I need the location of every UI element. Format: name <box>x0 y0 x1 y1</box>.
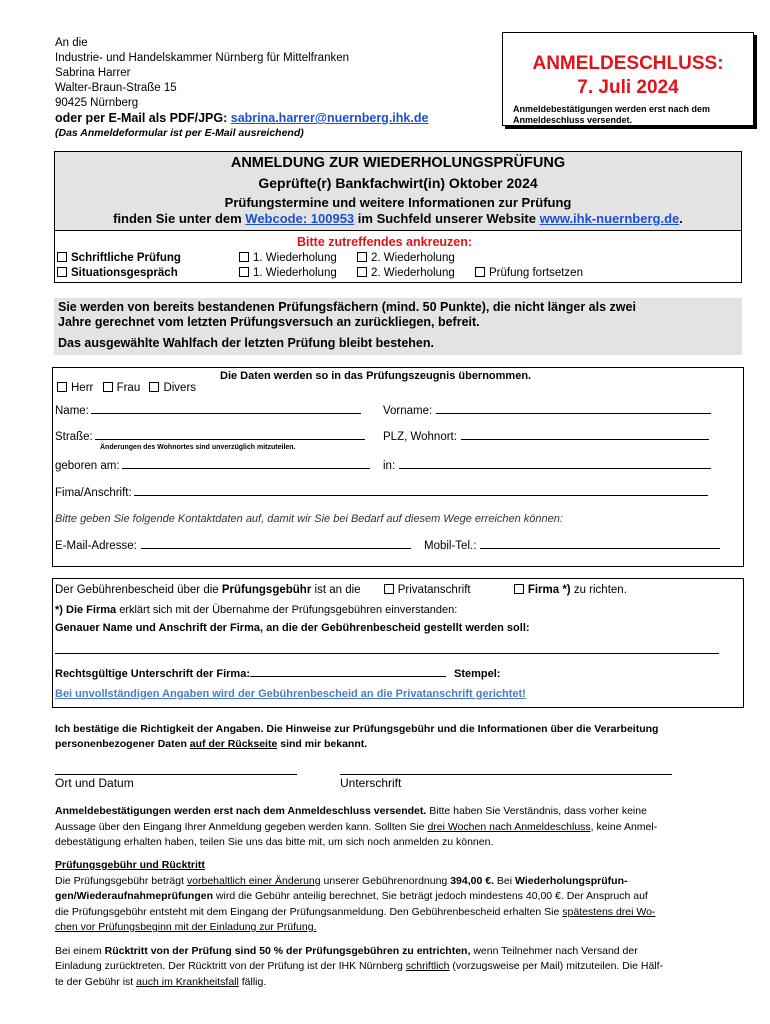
salutation-options <box>57 382 196 394</box>
info-line-2 <box>55 211 741 226</box>
checkbox[interactable] <box>57 252 67 262</box>
notice-text: Bitte haben Sie Verständnis, dass vorher keine <box>426 805 647 817</box>
email-row <box>55 540 411 552</box>
street-note: Änderungen des Wohnortes sind unverzüglich mitzuteilen. <box>100 444 296 451</box>
fees-line <box>55 905 735 921</box>
option-label: 2. Wiederholung <box>371 252 455 264</box>
fees-text: wenn Teilnehmer nach Versand der <box>470 944 638 957</box>
fees-text: spätestens drei Wo- <box>562 905 656 918</box>
exemption-line: Jahre gerechnet vom letzten Prüfungsversuch an zurückliegen, befreit. <box>58 315 480 329</box>
contact-note: Bitte geben Sie folgende Kontaktdaten auf, damit wir Sie bei Bedarf auf diesem Wege erreichen können: <box>55 513 563 525</box>
exam-selection <box>54 231 742 283</box>
checkbox[interactable] <box>239 252 249 262</box>
deadline-note: Anmeldebestätigungen werden erst nach dem Anmeldeschluss versendet. <box>513 104 711 125</box>
checkbox[interactable] <box>57 267 67 277</box>
fees-text: Wiederholungsprüfun- <box>515 874 628 887</box>
private-address-option[interactable] <box>384 584 471 596</box>
confirm-line <box>55 737 658 752</box>
fees-text: te der Gebühr ist <box>55 975 137 988</box>
option-label: 2. Wiederholung <box>371 267 455 279</box>
continue-exam-option[interactable] <box>475 267 583 279</box>
fee-warning: Bei unvollständigen Angaben wird der Gebührenbescheid an die Privatanschrift gerichtet! <box>55 688 526 700</box>
notice-line: debestätigung erhalten haben, teilen Sie uns das bitte mit, um sich noch anmelden zu können. <box>55 836 494 848</box>
plz-field[interactable] <box>461 439 709 440</box>
notice-text: Aussage über den Eingang Ihrer Anmeldung gegeben werden kann. Sollten Sie <box>55 820 428 833</box>
confirm-line: Ich bestätige die Richtigkeit der Angaben. Die Hinweise zur Prüfungsgebühr und die Informationen über die Verarbeitung <box>55 723 659 735</box>
notice-text: Anmeldebestätigungen werden erst nach dem Anmeldeschluss versendet. <box>55 805 427 817</box>
email-field[interactable] <box>141 548 411 549</box>
address-line: Sabrina Harrer <box>55 67 131 79</box>
fees-text: vorbehaltlich einer Änderung <box>186 874 321 887</box>
street-row <box>55 431 365 443</box>
salutation-divers[interactable] <box>149 382 196 394</box>
birth-row <box>55 460 370 472</box>
checkbox[interactable] <box>475 267 485 277</box>
fee-text: zu richten. <box>570 584 627 596</box>
field-label: E-Mail-Adresse: <box>55 540 137 552</box>
fees-line <box>55 944 735 960</box>
checkbox[interactable] <box>357 267 367 277</box>
deadline-title: ANMELDESCHLUSS: <box>532 53 724 74</box>
fees-text: unserer Gebührenordnung <box>320 874 451 887</box>
fees-text: Die Prüfungsgebühr beträgt <box>55 874 187 887</box>
signature-label: Unterschrift <box>340 776 402 790</box>
exemption-line: Das ausgewählte Wahlfach der letzten Prüfung bleibt bestehen. <box>58 336 434 350</box>
fees-text: gen/Wiederaufnahmeprüfungen <box>55 890 213 902</box>
selection-heading: Bitte zutreffendes ankreuzen: <box>297 235 473 249</box>
option-label: Privatanschrift <box>397 584 471 596</box>
info-text: finden Sie unter dem <box>113 211 246 226</box>
email-note: (Das Anmeldeformular ist per E-Mail ausreichend) <box>55 127 304 139</box>
salutation-frau[interactable] <box>103 382 141 394</box>
signature-field[interactable] <box>340 764 672 775</box>
plz-row <box>383 431 709 443</box>
address-line: Walter-Braun-Straße 15 <box>55 82 177 94</box>
fees-text: Bei einem <box>55 944 105 957</box>
place-date-label: Ort und Datum <box>55 776 134 790</box>
option-label: Schriftliche Prüfung <box>71 252 181 264</box>
deadline-date: 7. Juli 2024 <box>577 77 679 98</box>
option-label: Firma *) <box>527 584 571 596</box>
field-label: Straße: <box>55 431 93 443</box>
checkbox[interactable] <box>514 584 524 594</box>
fee-text: erklärt sich mit der Übernahme der Prüfungsgebühren einverstanden: <box>116 604 458 616</box>
field-label: PLZ, Wohnort: <box>383 431 457 443</box>
personal-data-heading: Die Daten werden so in das Prüfungszeugnis übernommen. <box>220 370 532 382</box>
email-line <box>55 111 428 126</box>
oral-repeat-2[interactable] <box>357 267 455 279</box>
oral-repeat-1[interactable] <box>239 267 337 279</box>
fee-text: Stempel: <box>453 668 501 680</box>
info-text: . <box>679 211 683 226</box>
notice-line <box>55 804 735 820</box>
exam-subtitle: Geprüfte(r) Bankfachwirt(in) Oktober 2024 <box>258 175 538 191</box>
name-row <box>55 405 361 417</box>
fees-text: Bei <box>493 874 515 887</box>
fees-line <box>55 959 735 975</box>
street-field[interactable] <box>95 439 365 440</box>
option-label: Frau <box>116 382 141 394</box>
deadline-box <box>502 32 754 126</box>
company-row <box>55 487 708 499</box>
fees-text: wird die Gebühr anteilig berechnet, Sie beträgt jedoch mindestens 40,00 €. Der Anspruch auf <box>213 890 648 902</box>
written-exam-option[interactable] <box>57 252 181 264</box>
company-address-field[interactable] <box>55 641 719 654</box>
field-label: in: <box>383 460 396 472</box>
confirm-text: sind mir bekannt. <box>277 738 368 750</box>
oral-exam-option[interactable] <box>57 267 178 279</box>
salutation-herr[interactable] <box>57 382 93 394</box>
vorname-row <box>383 405 711 417</box>
address-line: 90425 Nürnberg <box>55 97 139 109</box>
fees-line: chen vor Prüfungsbeginn mit der Einladung zur Prüfung. <box>55 921 317 933</box>
fees-text: (vorzugsweise per Mail) mitzuteilen. Die Hälf- <box>449 960 664 972</box>
fee-text: Rechtsgültige Unterschrift der Firma: <box>55 668 250 680</box>
birthplace-field[interactable] <box>399 468 711 469</box>
website-link[interactable]: www.ihk-nuernberg.de <box>539 211 680 226</box>
confirm-text: personenbezogener Daten <box>55 738 190 750</box>
info-line-1: Prüfungstermine und weitere Informationen zur Prüfung <box>224 195 572 210</box>
exemption-line: Sie werden von bereits bestandenen Prüfungsfächern (mind. 50 Punkte), die nicht länger als zwei <box>58 300 636 314</box>
fees-text: fällig. <box>238 975 267 988</box>
fees-text: Einladung zurücktreten. Der Rücktritt von der Prüfung ist der IHK Nürnberg <box>55 960 406 972</box>
exam-header <box>54 151 742 231</box>
name-field[interactable] <box>91 413 361 414</box>
checkbox[interactable] <box>239 267 249 277</box>
fees-text: 394,00 €. <box>450 874 494 887</box>
fees-title: Prüfungsgebühr und Rücktritt <box>55 859 205 871</box>
mobile-field[interactable] <box>480 548 720 549</box>
checkbox[interactable] <box>103 382 113 392</box>
field-label: Name: <box>55 405 89 417</box>
field-label: Vorname: <box>383 405 433 417</box>
option-label: 1. Wiederholung <box>253 252 337 264</box>
field-label: Fima/Anschrift: <box>55 487 132 499</box>
notice-text: keine Anmel- <box>593 820 658 833</box>
recipient-address <box>55 36 428 141</box>
fee-text: ist an die <box>311 584 361 596</box>
checkbox[interactable] <box>357 252 367 262</box>
option-label: Divers <box>163 382 197 394</box>
written-repeat-1[interactable] <box>239 252 337 264</box>
exemption-notice <box>54 298 742 355</box>
option-label: Herr <box>71 382 94 394</box>
confirmation-notice <box>55 804 735 851</box>
fees-line <box>55 874 735 890</box>
checkbox[interactable] <box>384 584 394 594</box>
info-text: im Suchfeld unserer Website <box>354 211 540 226</box>
written-repeat-2[interactable] <box>357 252 455 264</box>
company-field[interactable] <box>134 495 708 496</box>
option-label: 1. Wiederholung <box>253 267 337 279</box>
email-link[interactable]: sabrina.harrer@nuernberg.ihk.de <box>230 111 429 125</box>
birthdate-field[interactable] <box>122 468 370 469</box>
fees-section <box>55 858 735 990</box>
checkbox[interactable] <box>57 382 67 392</box>
webcode-link[interactable]: Webcode: 100953 <box>245 211 355 226</box>
email-prefix: oder per E-Mail als PDF/JPG: <box>55 111 231 125</box>
fees-text: die Prüfungsgebühr entsteht mit dem Eingang der Prüfungsanmeldung. Den Gebührenbescheid erhalten Sie <box>55 905 563 918</box>
fee-text: Prüfungsgebühr <box>221 584 312 596</box>
company-consent <box>55 604 457 616</box>
option-label: Prüfung fortsetzen <box>489 267 583 279</box>
place-date-field[interactable] <box>55 764 297 775</box>
option-label: Situationsgespräch <box>71 267 178 279</box>
fees-text: auch im Krankheitsfall <box>136 975 239 988</box>
fees-text: schriftlich <box>405 960 450 972</box>
fees-line <box>55 889 735 905</box>
field-label: Mobil-Tel.: <box>424 540 477 552</box>
page-title: ANMELDUNG ZUR WIEDERHOLUNGSPRÜFUNG <box>230 155 566 171</box>
confirm-text: auf der Rückseite <box>189 738 278 750</box>
notice-line <box>55 820 735 836</box>
notice-text: drei Wochen nach Anmeldeschluss, <box>427 820 594 833</box>
fees-line <box>55 975 735 991</box>
address-line: Industrie- und Handelskammer Nürnberg für Mittelfranken <box>55 52 350 64</box>
birthplace-row <box>383 460 711 472</box>
confirmation-text <box>55 722 658 752</box>
fee-recipient-row <box>55 584 627 596</box>
mobile-row <box>424 540 720 552</box>
fees-text: Rücktritt von der Prüfung sind 50 % der Prüfungsgebühren zu entrichten, <box>104 944 471 957</box>
company-address-label: Genauer Name und Anschrift der Firma, an die der Gebührenbescheid gestellt werden soll: <box>55 622 530 634</box>
fee-text: Der Gebührenbescheid über die <box>55 584 222 596</box>
address-line: An die <box>55 37 88 49</box>
company-option[interactable] <box>514 584 571 596</box>
vorname-field[interactable] <box>436 413 711 414</box>
company-signature-row <box>55 668 500 680</box>
checkbox[interactable] <box>149 382 159 392</box>
company-signature-field[interactable] <box>250 676 446 677</box>
fee-text: *) Die Firma <box>55 604 117 616</box>
field-label: geboren am: <box>55 460 120 472</box>
